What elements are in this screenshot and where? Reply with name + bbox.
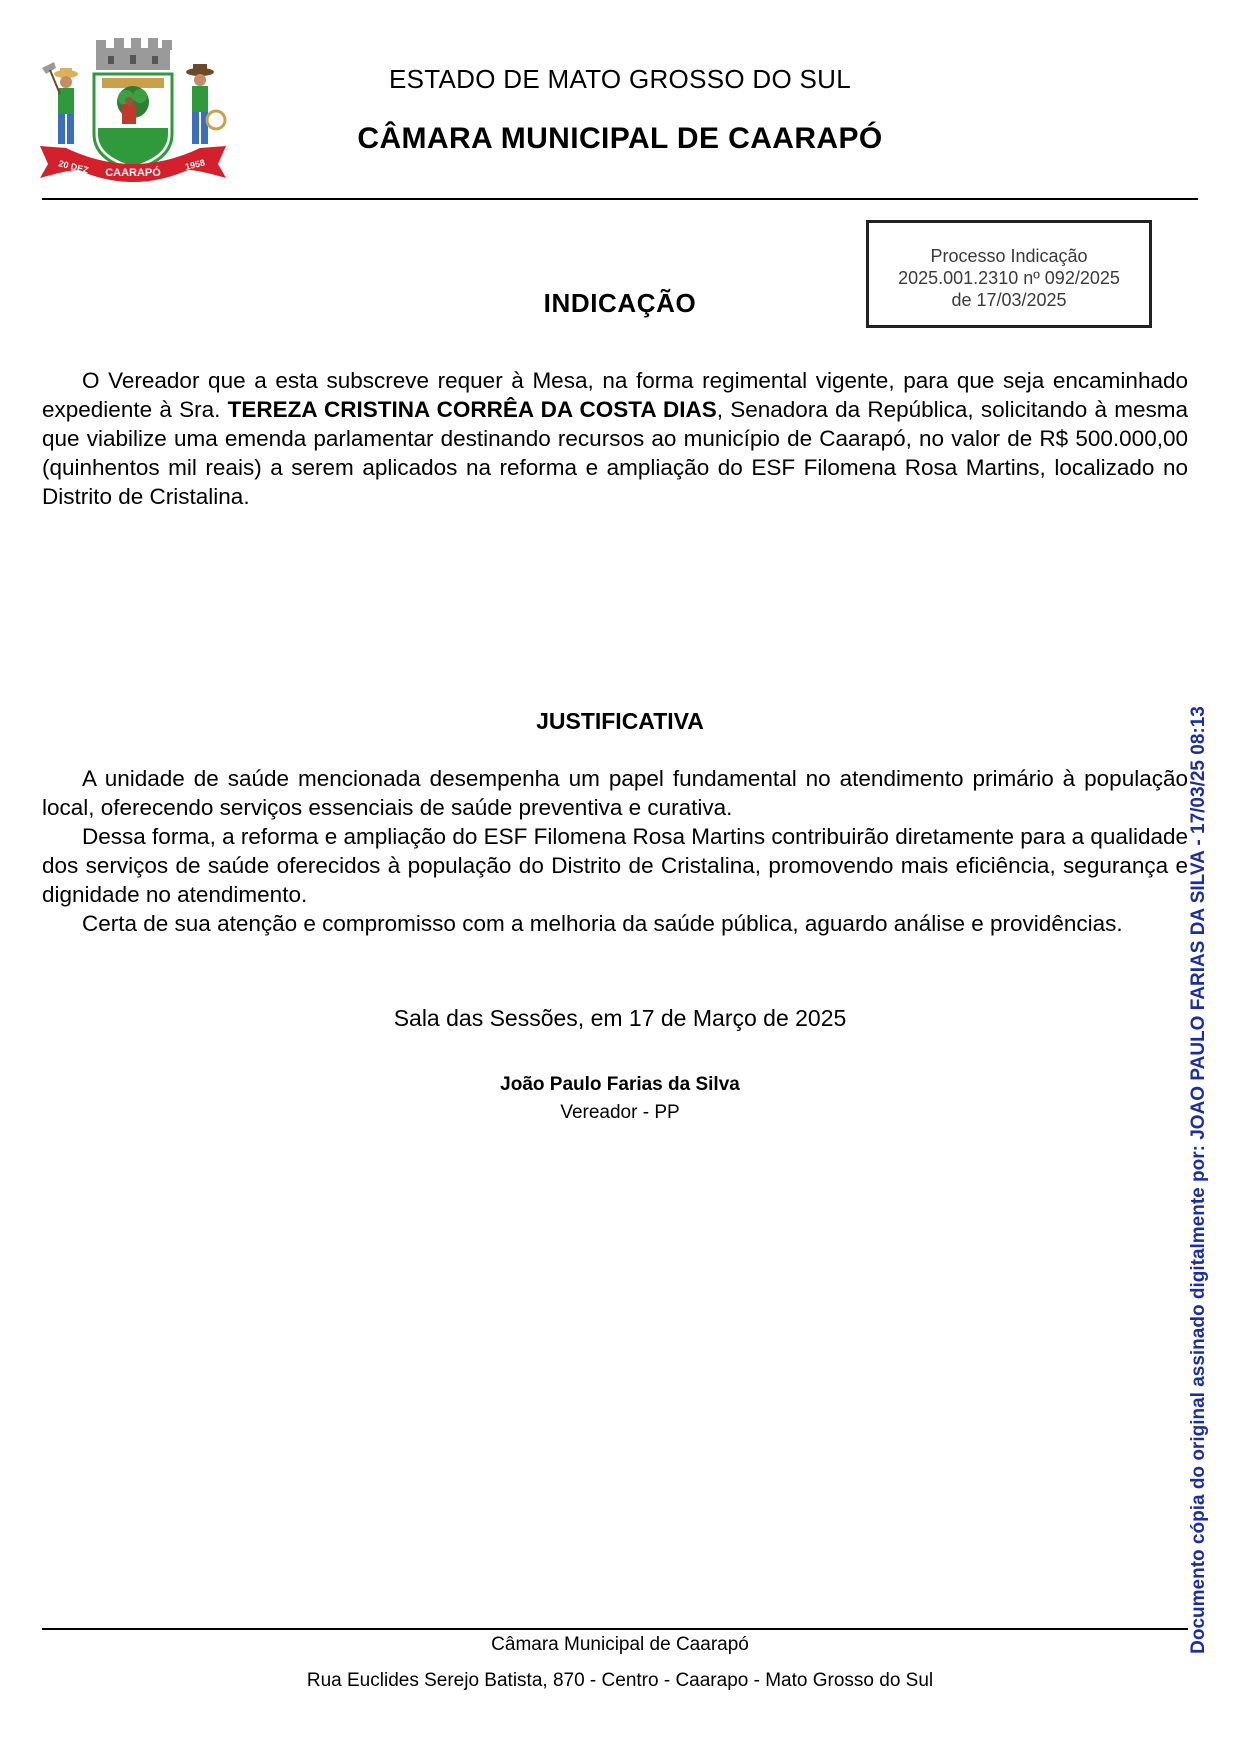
paragraph-text-start: O Vereador que a esta subscreve requer à Mesa, na forma regimental vigente, para que seja encaminhado expediente à Sra. [42,368,1188,422]
place-and-date: Sala das Sessões, em 17 de Março de 2025 [393,1005,847,1031]
justification-text: Certa de sua atenção e compromisso com a melhoria da saúde pública, aguardo análise e providências. [82,911,1123,936]
justification-paragraph [42,764,1188,822]
footer-address: Rua Euclides Serejo Batista, 870 - Centro - Caarapo - Mato Grosso do Sul [306,1670,934,1691]
stamp-line-3: de 17/03/2025 [951,290,1067,310]
state-name: ESTADO DE MATO GROSSO DO SUL [388,64,852,94]
footer-divider [42,1628,1188,1630]
justification-paragraph [42,909,1188,938]
justification-text: A unidade de saúde mencionada desempenha um papel fundamental no atendimento primário à população local, oferecendo serviços essenciais de saúde preventiva e curativa. [42,766,1188,820]
document-title: INDICAÇÃO [543,288,697,318]
ribbon-center-text: CAARAPÓ [105,167,161,179]
paragraph-text-end: , Senadora da República, solicitando à mesma que viabilize uma emenda parlamentar destinando recursos ao município de Caarapó, no valor de R$ 500.000,00 (quinhentos mil reais) a serem aplicados na reforma e ampliação do ESF Filomena Rosa Martins, localizado no Distrito de Cristalina. [42,397,1188,509]
indication-paragraph [42,366,1188,511]
signer-name: João Paulo Farias da Silva [500,1074,740,1095]
castle-crown [96,38,172,70]
caarapo-coat-of-arms-logo [38,38,228,188]
left-supporter-figure [42,62,78,144]
justification-title: JUSTIFICATIVA [536,708,704,734]
stamp-line-2: 2025.001.2310 nº 092/2025 [898,268,1120,288]
chamber-name: CÂMARA MUNICIPAL DE CAARAPÓ [357,122,883,155]
justification-body [42,764,1188,938]
digital-signature-note: Documento cópia do original assinado digitalmente por: JOAO PAULO FARIAS DA SILVA - 17/03/25 08:13 [1188,706,1209,1654]
stamp-line-1: Processo Indicação [930,246,1088,266]
right-supporter-figure [186,64,225,144]
ribbon-right-text: 1958 [184,157,206,172]
header-divider [42,198,1198,200]
recipient-name: TEREZA CRISTINA CORRÊA DA COSTA DIAS [227,397,717,422]
justification-paragraph [42,822,1188,909]
justification-text: Dessa forma, a reforma e ampliação do ESF Filomena Rosa Martins contribuirão diretamente para a qualidade dos serviços de saúde oferecidos à população do Distrito de Cristalina, promovendo mais eficiência, segurança e dignidade no atendimento. [42,824,1188,907]
signer-role: Vereador - PP [560,1102,680,1123]
ribbon-left-text: 20 DEZ [57,158,90,176]
footer-institution: Câmara Municipal de Caarapó [491,1634,749,1655]
